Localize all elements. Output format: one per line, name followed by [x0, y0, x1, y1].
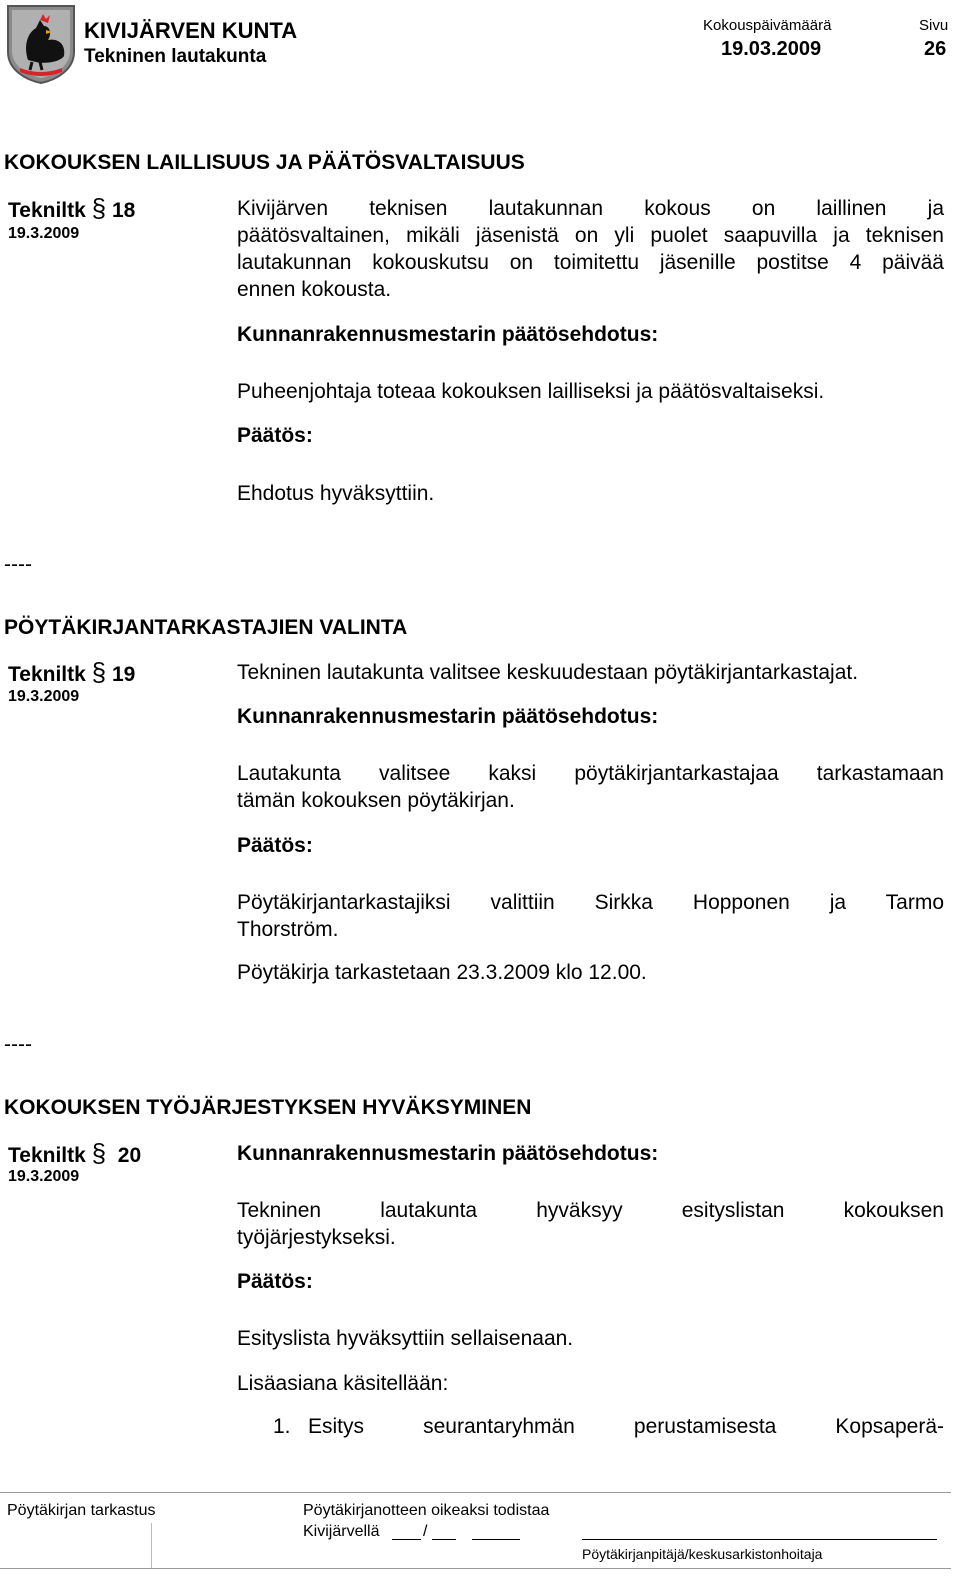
footer-place: Kivijärvellä — [303, 1523, 380, 1540]
section-separator: ---- — [4, 1033, 32, 1056]
section-ref: Tekniltk § 20 — [8, 1138, 142, 1168]
decision-note: Pöytäkirja tarkastetaan 23.3.2009 klo 12.00. — [237, 961, 647, 984]
board-name: Tekninen lautakunta — [84, 46, 267, 67]
proposal-label: Kunnanrakennusmestarin päätösehdotus: — [237, 1142, 659, 1165]
decision-text: Pöytäkirjantarkastajiksi valittiin Sirkka Hopponen ja Tarmo Thorström. — [237, 891, 944, 941]
signature-line — [582, 1519, 937, 1540]
proposal-label: Kunnanrakennusmestarin päätösehdotus: — [237, 323, 659, 346]
additional-items-label: Lisäasiana käsitellään: — [237, 1372, 449, 1395]
section-ref: Tekniltk § 19 — [8, 657, 136, 687]
organization-name: KIVIJÄRVEN KUNTA — [84, 18, 298, 43]
signature-month-line — [432, 1523, 456, 1540]
meeting-date-label: Kokouspäivämäärä — [703, 17, 832, 34]
decision-label: Päätös: — [237, 424, 313, 447]
signer-title: Pöytäkirjanpitäjä/keskusarkistonhoitaja — [582, 1546, 823, 1562]
list-item-number: 1. — [273, 1415, 291, 1438]
section-intro: Kivijärven teknisen lautakunnan kokous on laillinen ja päätösvaltainen, mikäli jäsenistä on yli puolet saapuvilla ja teknisen lautakunnan kokouskutsu on toimitettu jäsenille postitse 4 päivää ennen kokousta. — [237, 197, 944, 301]
section-heading: PÖYTÄKIRJANTARKASTAJIEN VALINTA — [4, 616, 408, 639]
proposal-text: Puheenjohtaja toteaa kokouksen lailliseksi ja päätösvaltaiseksi. — [237, 380, 825, 403]
footer-review-label: Pöytäkirjan tarkastus — [7, 1502, 156, 1519]
section-separator: ---- — [4, 553, 32, 576]
section-date: 19.3.2009 — [8, 688, 80, 705]
decision-label: Päätös: — [237, 834, 313, 857]
section-ref: Tekniltk § 18 — [8, 193, 136, 223]
signature-footer — [0, 1492, 951, 1569]
section-symbol: § — [91, 1138, 107, 1168]
section-heading: KOKOUKSEN LAILLISUUS JA PÄÄTÖSVALTAISUUS — [4, 151, 525, 174]
page-label: Sivu — [919, 17, 949, 34]
list-item: Esitys seurantaryhmän perustamisesta Kopsaperä- — [308, 1415, 944, 1438]
proposal-text: Lautakunta valitsee kaksi pöytäkirjantarkastajaa tarkastamaan tämän kokouksen pöytäkirjan. — [237, 762, 944, 812]
decision-text: Ehdotus hyväksyttiin. — [237, 482, 435, 505]
section-symbol: § — [91, 193, 107, 223]
page-number: 26 — [924, 38, 947, 60]
proposal-text: Tekninen lautakunta hyväksyy esityslistan kokouksen työjärjestykseksi. — [237, 1199, 944, 1249]
proposal-label: Kunnanrakennusmestarin päätösehdotus: — [237, 705, 659, 728]
meeting-date: 19.03.2009 — [721, 38, 822, 60]
section-intro: Tekninen lautakunta valitsee keskuudestaan pöytäkirjantarkastajat. — [237, 661, 859, 684]
signature-day-line — [392, 1523, 421, 1540]
footer-divider — [151, 1523, 152, 1568]
footer-date-slash: / — [423, 1523, 428, 1540]
section-date: 19.3.2009 — [8, 1168, 80, 1185]
footer-certify-label: Pöytäkirjanotteen oikeaksi todistaa — [303, 1502, 550, 1519]
municipal-crest-logo — [6, 4, 76, 84]
section-date: 19.3.2009 — [8, 225, 80, 242]
decision-label: Päätös: — [237, 1270, 313, 1293]
section-heading: KOKOUKSEN TYÖJÄRJESTYKSEN HYVÄKSYMINEN — [4, 1096, 532, 1119]
decision-text: Esityslista hyväksyttiin sellaisenaan. — [237, 1327, 574, 1350]
section-symbol: § — [91, 657, 107, 687]
signature-year-line — [472, 1523, 520, 1540]
